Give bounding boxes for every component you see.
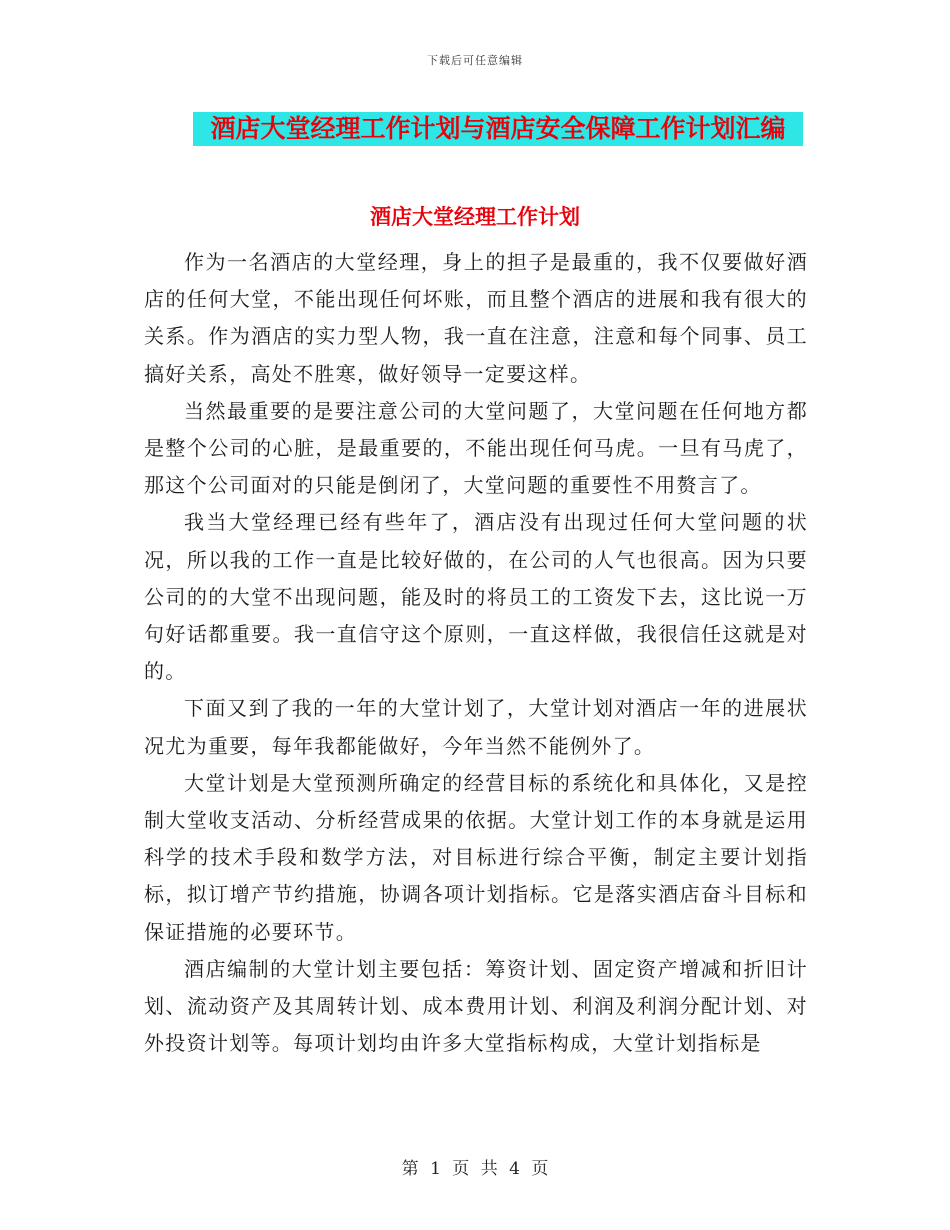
header-note: 下载后可任意编辑 [427, 54, 523, 67]
paragraph-6: 酒店编制的大堂计划主要包括：筹资计划、固定资产增减和折旧计划、流动资产及其周转计划、成本费用计划、利润及利润分配计划、对外投资计划等。每项计划均由许多大堂指标构成，大堂计划指标是 [144, 956, 808, 1056]
document-title: 酒店大堂经理工作计划与酒店安全保障工作计划汇编 [193, 112, 803, 146]
paragraph-5: 大堂计划是大堂预测所确定的经营目标的系统化和具体化，又是控制大堂收支活动、分析经营成果的依据。大堂计划工作的本身就是运用科学的技术手段和数学方法，对目标进行综合平衡，制定主要计划指标，拟订增产节约措施，协调各项计划指标。它是落实酒店奋斗目标和保证措施的必要环节。 [144, 770, 808, 944]
paragraph-3: 我当大堂经理已经有些年了，酒店没有出现过任何大堂问题的状况，所以我的工作一直是比较好做的，在公司的人气也很高。因为只要公司的的大堂不出现问题，能及时的将员工的工资发下去，这比说一万句好话都重要。我一直信守这个原则，一直这样做，我很信任这就是对的。 [144, 510, 808, 684]
paragraph-2: 当然最重要的是要注意公司的大堂问题了，大堂问题在任何地方都是整个公司的心脏，是最重要的，不能出现任何马虎。一旦有马虎了，那这个公司面对的只能是倒闭了，大堂问题的重要性不用赘言了。 [144, 398, 808, 498]
paragraph-1: 作为一名酒店的大堂经理，身上的担子是最重的，我不仅要做好酒店的任何大堂，不能出现任何坏账，而且整个酒店的进展和我有很大的关系。作为酒店的实力型人物，我一直在注意，注意和每个同事、员工搞好关系，高处不胜寒，做好领导一定要这样。 [144, 250, 808, 386]
page-number: 第 1 页 共 4 页 [401, 1159, 549, 1179]
paragraph-4: 下面又到了我的一年的大堂计划了，大堂计划对酒店一年的进展状况尤为重要，每年我都能做好，今年当然不能例外了。 [144, 696, 808, 758]
document-body [144, 244, 808, 1062]
section-title: 酒店大堂经理工作计划 [370, 204, 580, 229]
